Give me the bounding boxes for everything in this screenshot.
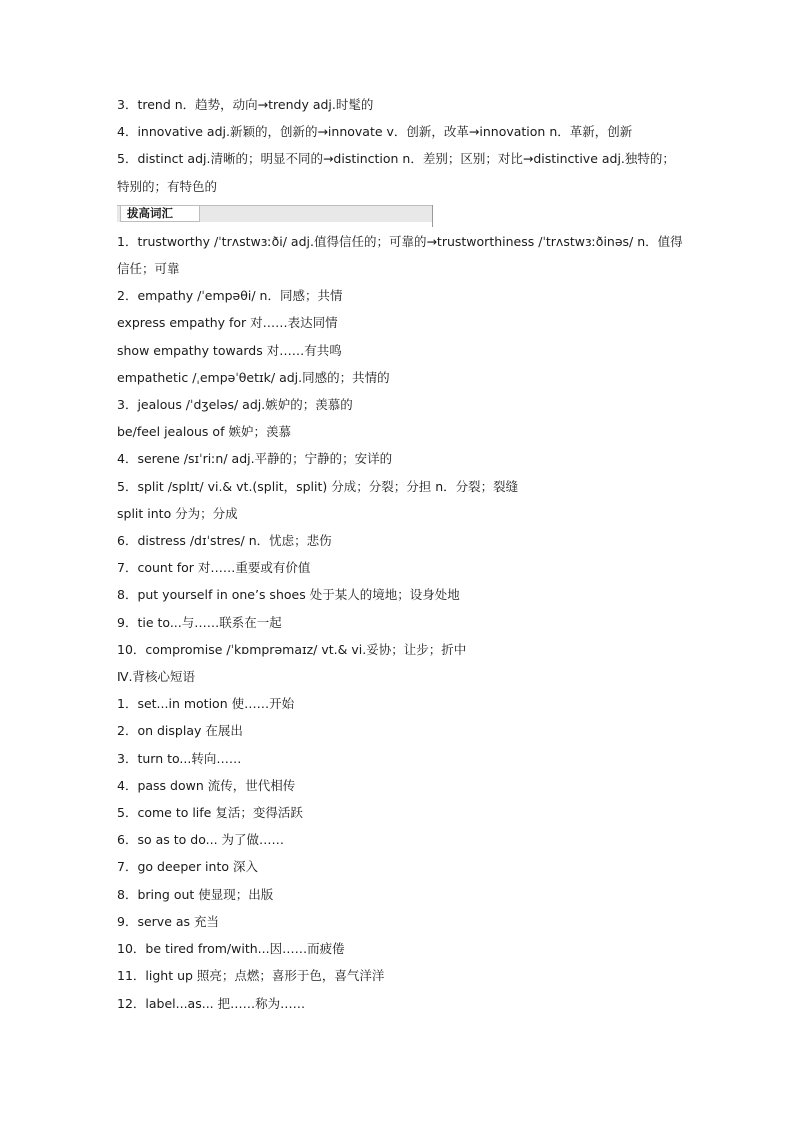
vocab-item: 1．trustworthy /ˈtrʌstwɜːði/ adj.值得信任的；可靠的→trustworthiness /ˈtrʌstwɜːðinəs/ n．值得信任；可靠 (117, 233, 683, 277)
list-item: 5．distinct adj.清晰的；明显不同的→distinction n．差别；区别；对比→distinctive adj.独特的；特别的；有特色的 (117, 151, 675, 194)
phrase-item: 12．label...as... 把……称为…… (117, 995, 306, 1011)
phrase-item: 10．be tired from/with...因……而疲倦 (117, 941, 345, 957)
vocab-item: split into 分为；分成 (117, 505, 238, 521)
section-banner-label: 拔高词汇 (120, 206, 200, 222)
phrase-item: 5．come to life 复活；变得活跃 (117, 805, 303, 821)
vocab-item: 2．empathy /ˈempəθi/ n．同感；共情 (117, 288, 343, 304)
phrase-item: 4．pass down 流传，世代相传 (117, 777, 296, 793)
document-content (117, 91, 687, 1017)
list-item: 4．innovative adj.新颖的，创新的→innovate v．创新，改革→innovation n．革新，创新 (117, 124, 633, 140)
vocab-item: 8．put yourself in one’s shoes 处于某人的境地；设身处地 (117, 587, 460, 603)
phrase-item: 8．bring out 使显现；出版 (117, 886, 274, 902)
list-item: 3．trend n．趋势，动向→trendy adj.时髦的 (117, 97, 374, 112)
phrase-item: 3．turn to...转向…… (117, 750, 242, 766)
banner-divider (432, 205, 433, 227)
vocab-item: show empathy towards 对……有共鸣 (117, 342, 342, 358)
phrase-item: 9．serve as 充当 (117, 913, 220, 929)
phrase-item: 11．light up 照亮；点燃；喜形于色，喜气洋洋 (117, 968, 385, 984)
vocab-item: be/feel jealous of 嫉妒；羡慕 (117, 424, 291, 440)
section-banner (117, 205, 433, 222)
phrase-item: 2．on display 在展出 (117, 723, 243, 739)
phrase-item: 1．set...in motion 使……开始 (117, 696, 295, 712)
vocab-item: 6．distress /dɪˈstres/ n．忧虑；悲伤 (117, 533, 332, 549)
vocab-item: express empathy for 对……表达同情 (117, 315, 338, 331)
vocab-item: 3．jealous /ˈdʒeləs/ adj.嫉妒的；羡慕的 (117, 397, 353, 413)
phrase-item: 7．go deeper into 深入 (117, 859, 258, 875)
section-heading: Ⅳ.背核心短语 (117, 669, 196, 685)
vocab-item: 4．serene /sɪˈriːn/ adj.平静的；宁静的；安详的 (117, 451, 393, 467)
vocab-item: 10．compromise /ˈkɒmprəmaɪz/ vt.& vi.妥协；让步；折中 (117, 641, 467, 657)
vocab-item: empathetic /ˌempəˈθetɪk/ adj.同感的；共情的 (117, 369, 390, 385)
phrase-item: 6．so as to do... 为了做…… (117, 832, 285, 848)
vocab-item: 5．split /splɪt/ vi.& vt.(split，split) 分成；分裂；分担 n．分裂；裂缝 (117, 478, 519, 494)
vocab-item: 7．count for 对……重要或有价值 (117, 560, 311, 576)
vocab-item: 9．tie to...与……联系在一起 (117, 614, 282, 630)
